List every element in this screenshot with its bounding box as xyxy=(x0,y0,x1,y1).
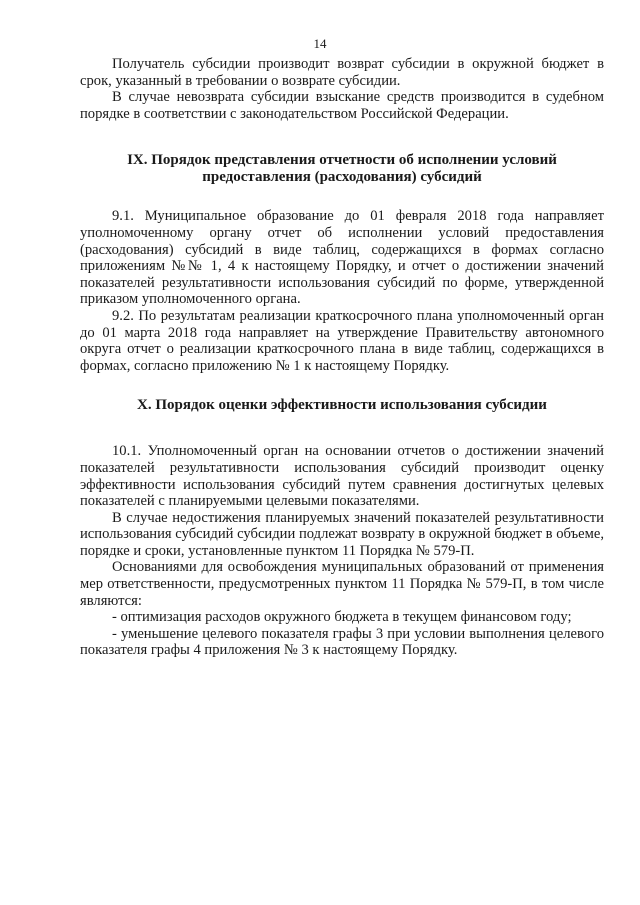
intro-paragraph-2: В случае невозврата субсидии взыскание средств производится в судебном порядке в соответствии с законодательством Российской Федерации. xyxy=(80,89,604,122)
spacer xyxy=(80,374,604,397)
spacer xyxy=(80,414,604,443)
document-body xyxy=(80,56,604,659)
intro-paragraph-1: Получатель субсидии производит возврат субсидии в окружной бюджет в срок, указанный в требовании о возврате субсидии. xyxy=(80,56,604,89)
paragraph-10-3: Основаниями для освобождения муниципальных образований от применения мер ответственности, предусмотренных пунктом 11 Порядка № 579-П, в том числе являются: xyxy=(80,559,604,609)
paragraph-10-2: В случае недостижения планируемых значений показателей результативности использования субсидий субсидии подлежат возврату в окружной бюджет в объеме, порядке и сроки, установленные пунктом 11 Порядка № 579-П. xyxy=(80,509,604,559)
section-9-heading: IX. Порядок представления отчетности об исполнении условий предоставления (расходования) субсидий xyxy=(127,152,557,186)
paragraph-9-1: 9.1. Муниципальное образование до 01 февраля 2018 года направляет уполномоченному органу отчет об исполнении условий предоставления (расходования) субсидий в виде таблиц, содержащихся в формах согласно приложениям №№ 1, 4 к настоящему Порядку, и отчет о достижении значений показателей результативности использования субсидий по форме, утвержденной приказом уполномоченного органа. xyxy=(80,208,604,308)
list-item-2: - уменьшение целевого показателя графы 3 при условии выполнения целевого показателя графы 4 приложения № 3 к настоящему Порядку. xyxy=(80,625,604,659)
paragraph-9-2: 9.2. По результатам реализации краткосрочного плана уполномоченный орган до 01 марта 2018 года направляет на утверждение Правительству автономного округа отчет о реализации краткосрочного плана в виде таблиц, содержащихся в формах, согласно приложению № 1 к настоящему Порядку. xyxy=(80,307,604,374)
section-10-heading: X. Порядок оценки эффективности использования субсидии xyxy=(137,397,547,414)
spacer xyxy=(80,122,604,152)
list-item-1: - оптимизация расходов окружного бюджета в текущем финансовом году; xyxy=(112,609,572,626)
spacer xyxy=(80,186,604,208)
paragraph-10-1: 10.1. Уполномоченный орган на основании отчетов о достижении значений показателей результативности использования субсидий производит оценку эффективности использования субсидий путем сравнения достигнутых целевых показателей с планируемыми целевыми показателями. xyxy=(80,443,604,510)
page-number: 14 xyxy=(313,36,327,51)
